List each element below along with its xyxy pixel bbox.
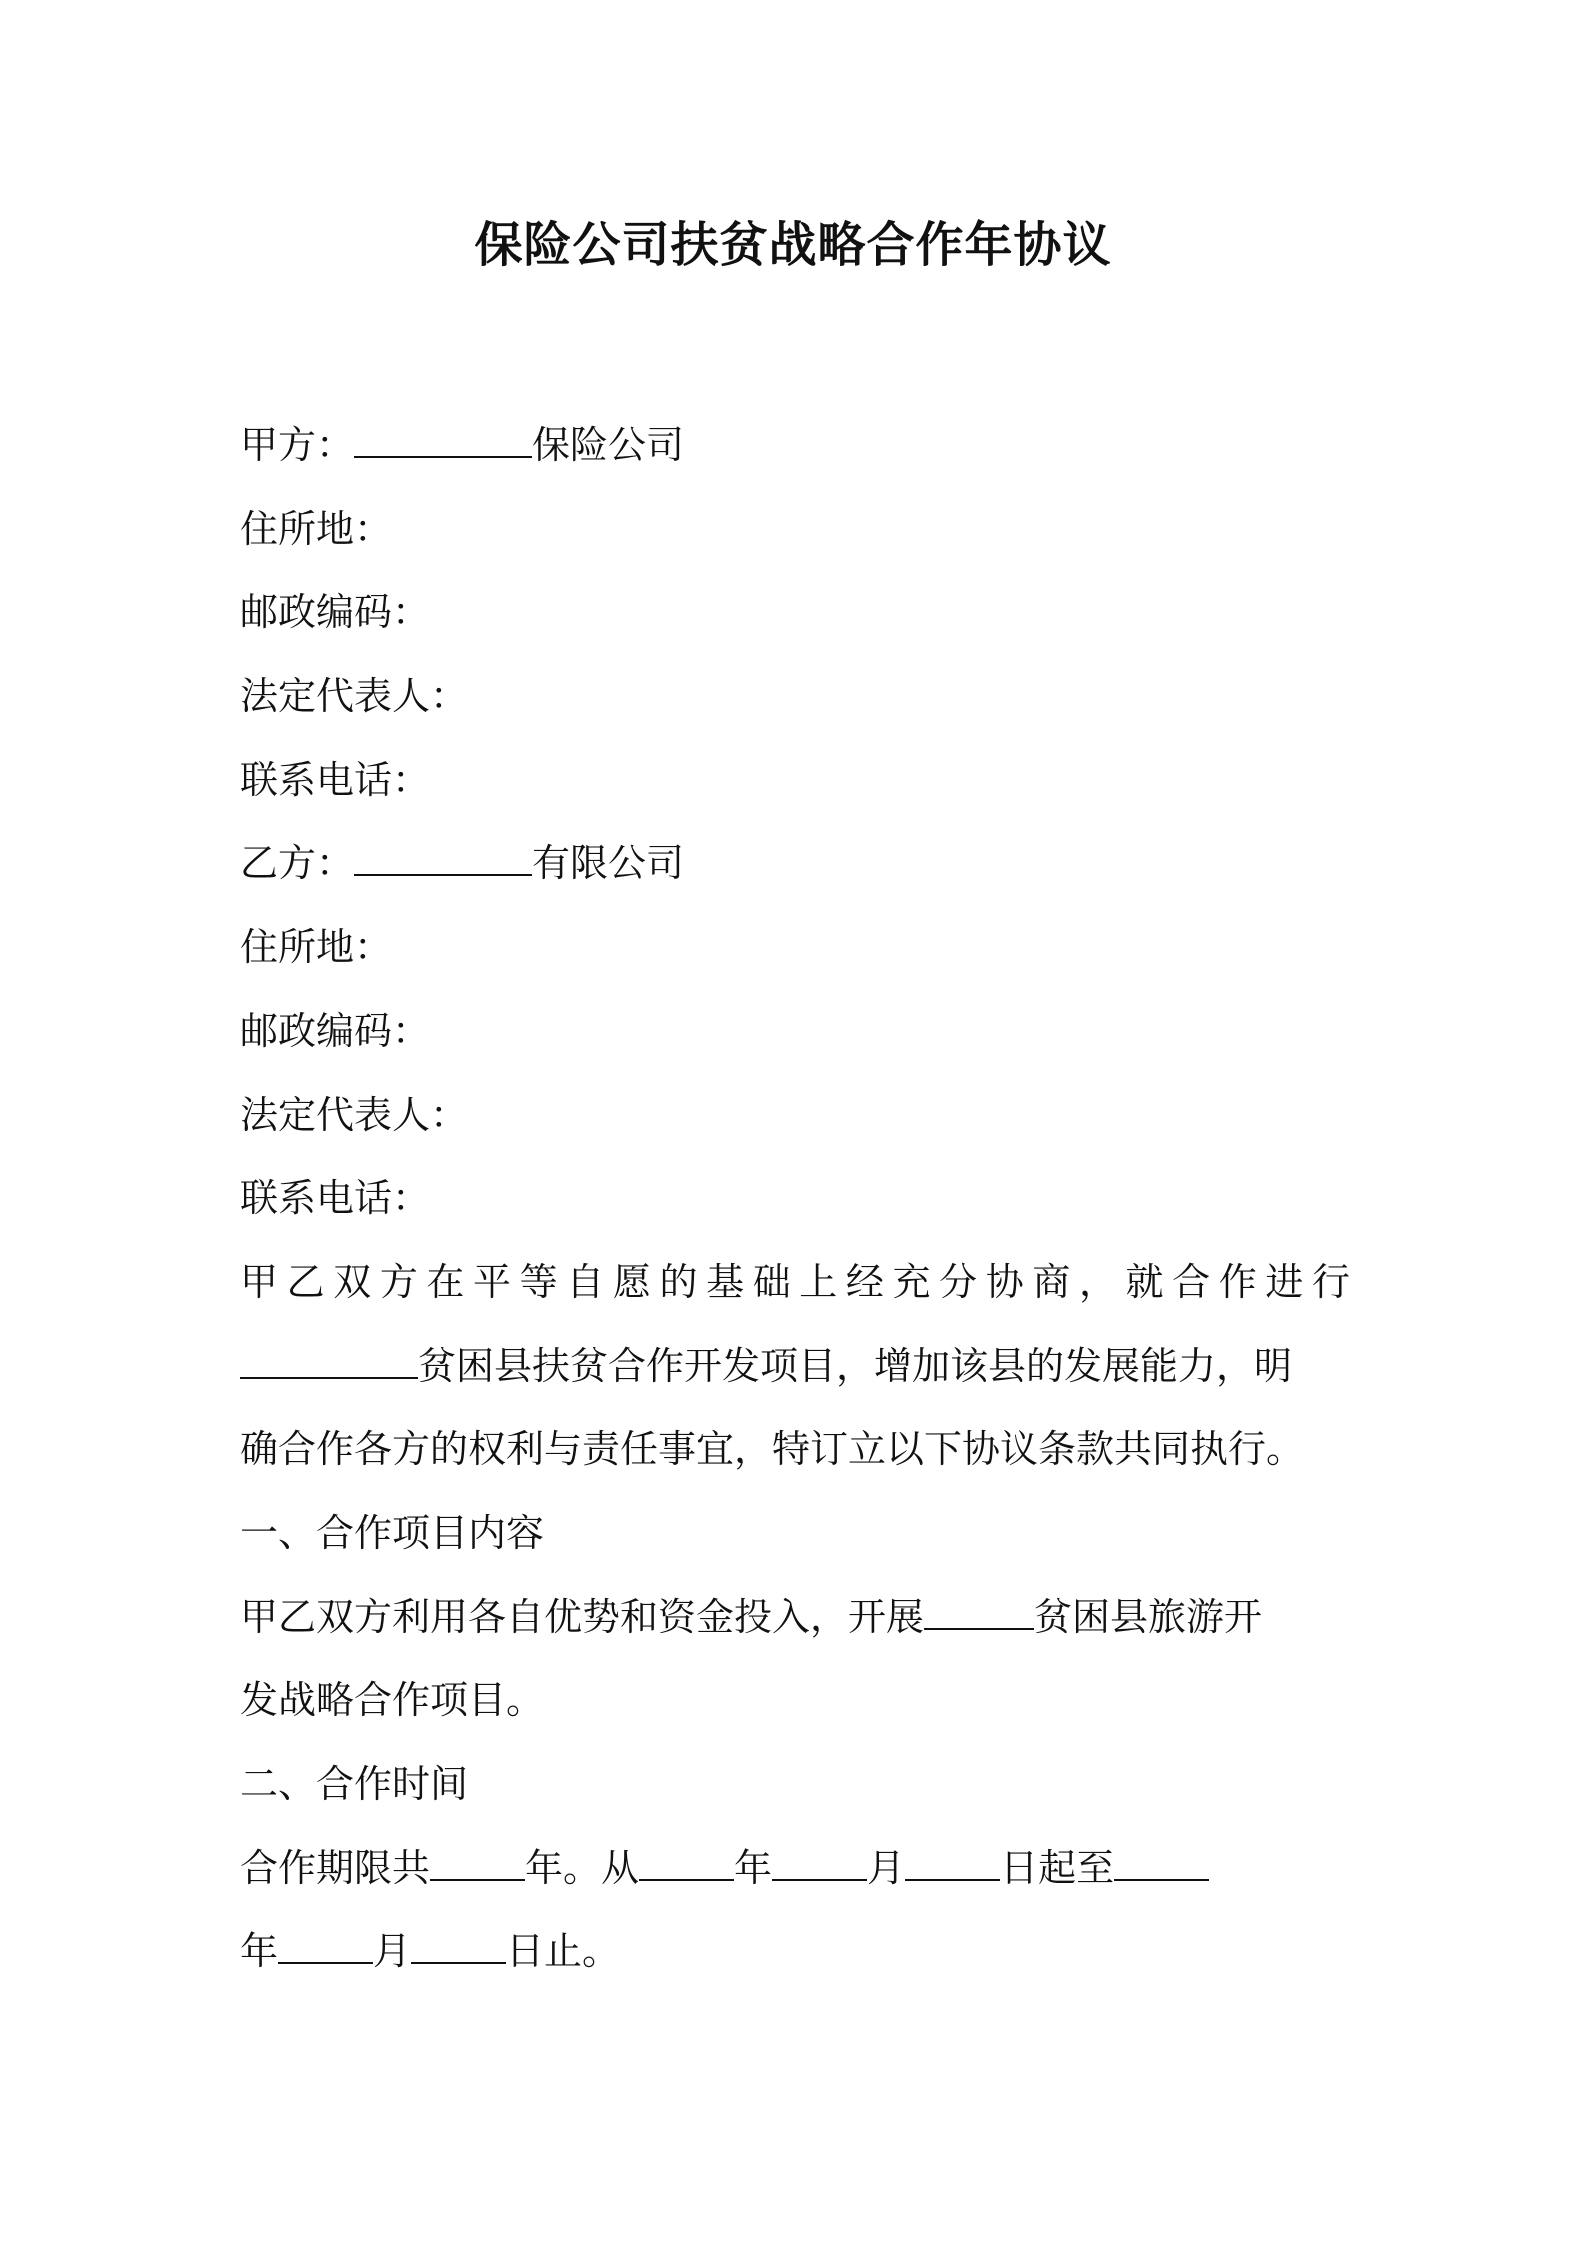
term-label: 合作期限共 [240,1845,431,1890]
end-year-blank [1114,1849,1209,1881]
party-b-line [240,822,1350,906]
start-day-blank [905,1849,1000,1881]
party-b-label: 乙方： [240,841,355,886]
end-day-label: 日止。 [506,1929,621,1974]
section-2-line-1 [240,1827,1350,1911]
section-1-line-1-after: 贫困县旅游开 [1034,1594,1263,1639]
preamble-line-2-text: 贫困县扶贫合作开发项目，增加该县的发展能力，明 [418,1343,1293,1388]
party-b-legal-rep: 法定代表人： [240,1092,469,1137]
start-month-blank [772,1849,867,1881]
preamble-line-1: 甲乙双方在平等自愿的基础上经充分协商，就合作进行 [240,1259,1350,1304]
document-body [240,404,1350,1994]
section-1-line-1-before: 甲乙双方利用各自优势和资金投入，开展 [240,1594,925,1639]
end-year-label: 年 [240,1929,279,1974]
party-a-legal-rep: 法定代表人： [240,674,469,719]
tourism-county-blank [924,1598,1034,1630]
document-title: 保险公司扶贫战略合作年协议 [474,217,1112,273]
section-2-line-2 [240,1910,1350,1994]
section-2-heading: 二、合作时间 [240,1762,469,1806]
party-a-label: 甲方： [240,423,355,467]
start-year-blank [639,1849,734,1881]
end-month-label: 月 [373,1929,412,1974]
party-a-line [240,404,1350,488]
preamble-line-2 [240,1325,1350,1409]
party-a-name-blank [354,426,532,458]
start-month-label: 月 [867,1845,906,1890]
party-a-phone: 联系电话： [240,757,431,802]
party-b-phone: 联系电话： [240,1176,431,1221]
start-day-label: 日起至 [1000,1845,1115,1890]
preamble-line-3: 确合作各方的权利与责任事宜，特订立以下协议条款共同执行。 [240,1427,1305,1472]
end-month-blank [278,1932,373,1964]
party-b-address: 住所地： [240,925,393,970]
section-1-line-1 [240,1576,1350,1660]
party-a-name-suffix: 保险公司 [532,423,685,467]
section-1-heading: 一、合作项目内容 [240,1510,545,1555]
party-b-postcode: 邮政编码： [240,1008,431,1053]
term-years-blank [430,1849,525,1881]
term-from-label: 年。从 [525,1845,640,1890]
party-a-address: 住所地： [240,506,393,551]
party-a-postcode: 邮政编码： [240,590,431,635]
section-1-line-2: 发战略合作项目。 [240,1678,545,1723]
party-b-name-suffix: 有限公司 [532,841,685,886]
party-b-name-blank [354,844,532,876]
county-name-blank [240,1347,418,1379]
end-day-blank [411,1932,506,1964]
start-year-label: 年 [734,1845,773,1890]
